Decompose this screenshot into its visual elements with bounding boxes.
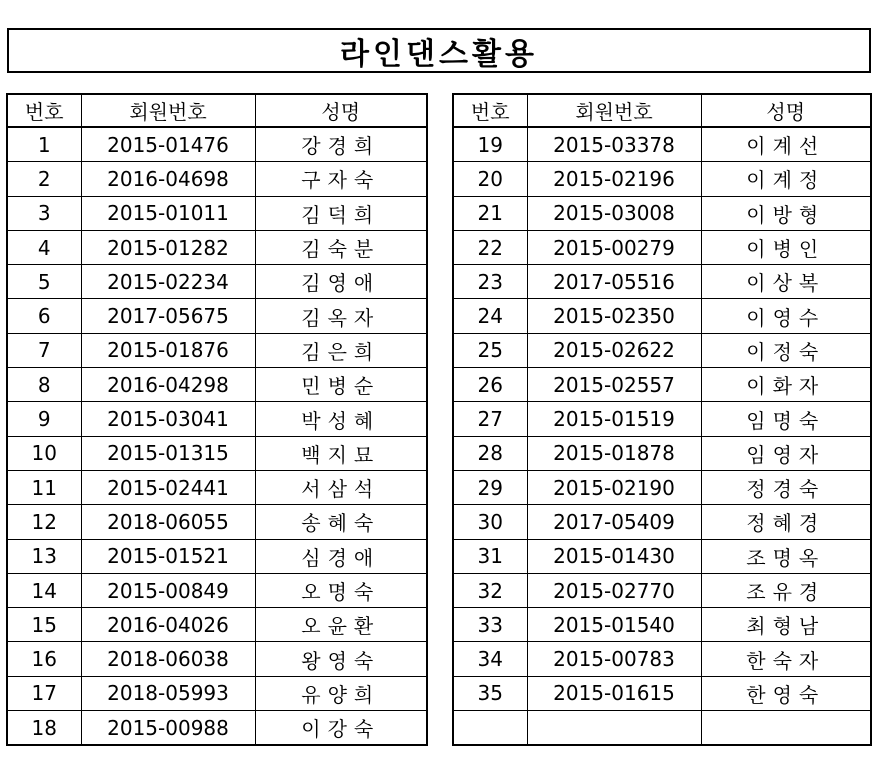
table-row: [7, 402, 427, 436]
table-row: [453, 368, 871, 402]
cell-number: 1: [7, 127, 81, 162]
cell-name: 이강숙: [255, 711, 427, 746]
table-row: [453, 162, 871, 196]
cell-member-id: 2015-02622: [527, 333, 701, 367]
cell-number: 21: [453, 196, 527, 230]
cell-name: 정경숙: [701, 470, 871, 504]
column-gap: [430, 93, 452, 755]
cell-number: 24: [453, 299, 527, 333]
cell-number: 19: [453, 127, 527, 162]
cell-number: 10: [7, 436, 81, 470]
cell-name: 김숙분: [255, 230, 427, 264]
cell-member-id: 2016-04298: [81, 368, 255, 402]
header-number: 번호: [7, 94, 81, 127]
table-row: [7, 368, 427, 402]
cell-member-id: 2015-02196: [527, 162, 701, 196]
cell-name: 이병인: [701, 230, 871, 264]
cell-member-id: 2015-02234: [81, 265, 255, 299]
table-row: [7, 573, 427, 607]
header-row: [7, 94, 427, 127]
cell-number: 23: [453, 265, 527, 299]
cell-number: 14: [7, 573, 81, 607]
cell-name: 이영수: [701, 299, 871, 333]
cell-name: 김옥자: [255, 299, 427, 333]
cell-name: 조명옥: [701, 539, 871, 573]
cell-name: 김영애: [255, 265, 427, 299]
cell-member-id: 2015-02557: [527, 368, 701, 402]
table-row: [7, 265, 427, 299]
cell-name: [701, 711, 871, 746]
cell-number: 35: [453, 676, 527, 710]
cell-member-id: 2018-06038: [81, 642, 255, 676]
cell-member-id: 2015-01519: [527, 402, 701, 436]
table-row: [7, 539, 427, 573]
cell-number: 9: [7, 402, 81, 436]
cell-member-id: 2015-00988: [81, 711, 255, 746]
table-row: [7, 162, 427, 196]
cell-member-id: 2015-01876: [81, 333, 255, 367]
cell-number: 18: [7, 711, 81, 746]
cell-member-id: 2015-01521: [81, 539, 255, 573]
table-row: [7, 436, 427, 470]
cell-member-id: 2017-05409: [527, 505, 701, 539]
cell-number: 28: [453, 436, 527, 470]
table-row: [453, 402, 871, 436]
table-row: [453, 505, 871, 539]
table-row: [7, 196, 427, 230]
table-row: [453, 676, 871, 710]
cell-member-id: 2016-04026: [81, 608, 255, 642]
cell-name: 박성혜: [255, 402, 427, 436]
cell-member-id: 2015-00783: [527, 642, 701, 676]
cell-number: 33: [453, 608, 527, 642]
cell-number: 17: [7, 676, 81, 710]
cell-number: 26: [453, 368, 527, 402]
table-row: [453, 539, 871, 573]
cell-name: 이상복: [701, 265, 871, 299]
table-row: [453, 436, 871, 470]
table-row: [7, 333, 427, 367]
cell-number: 13: [7, 539, 81, 573]
table-row: [7, 230, 427, 264]
cell-member-id: 2015-01476: [81, 127, 255, 162]
cell-member-id: 2015-01615: [527, 676, 701, 710]
header-number: 번호: [453, 94, 527, 127]
table-row: [7, 711, 427, 746]
cell-number: 3: [7, 196, 81, 230]
cell-name: 김은희: [255, 333, 427, 367]
cell-member-id: 2018-06055: [81, 505, 255, 539]
table-row: [7, 127, 427, 162]
cell-name: 심경애: [255, 539, 427, 573]
cell-member-id: 2016-04698: [81, 162, 255, 196]
cell-number: 6: [7, 299, 81, 333]
cell-member-id: 2015-03008: [527, 196, 701, 230]
table-row: [7, 299, 427, 333]
table-row: [453, 196, 871, 230]
cell-number: 32: [453, 573, 527, 607]
table-row: [7, 642, 427, 676]
cell-member-id: 2015-03378: [527, 127, 701, 162]
cell-number: 34: [453, 642, 527, 676]
cell-name: 이계선: [701, 127, 871, 162]
cell-number: 29: [453, 470, 527, 504]
table-row: [7, 608, 427, 642]
cell-name: 유양희: [255, 676, 427, 710]
table-row: [453, 470, 871, 504]
roster-table-right: [452, 93, 872, 746]
table-row: [7, 470, 427, 504]
cell-name: 조유경: [701, 573, 871, 607]
cell-name: 임명숙: [701, 402, 871, 436]
cell-name: 김덕희: [255, 196, 427, 230]
header-member-id: 회원번호: [81, 94, 255, 127]
cell-number: 27: [453, 402, 527, 436]
roster-table-left: [6, 93, 428, 746]
cell-name: 오명숙: [255, 573, 427, 607]
cell-member-id: [527, 711, 701, 746]
cell-number: 20: [453, 162, 527, 196]
header-row: [453, 94, 871, 127]
roster-body-left: [7, 127, 427, 745]
table-row: [7, 676, 427, 710]
cell-name: 강경희: [255, 127, 427, 162]
cell-name: 최형남: [701, 608, 871, 642]
cell-member-id: 2015-01540: [527, 608, 701, 642]
cell-member-id: 2015-01315: [81, 436, 255, 470]
cell-number: 30: [453, 505, 527, 539]
cell-number: 31: [453, 539, 527, 573]
header-name: 성명: [701, 94, 871, 127]
cell-number: 2: [7, 162, 81, 196]
header-name: 성명: [255, 94, 427, 127]
cell-number: 25: [453, 333, 527, 367]
table-row: [453, 608, 871, 642]
cell-member-id: 2015-01282: [81, 230, 255, 264]
cell-member-id: 2015-01011: [81, 196, 255, 230]
cell-number: 7: [7, 333, 81, 367]
cell-name: 백지묘: [255, 436, 427, 470]
cell-member-id: 2015-02190: [527, 470, 701, 504]
page-title: 라인댄스활용: [7, 28, 871, 73]
cell-number: 16: [7, 642, 81, 676]
cell-member-id: 2017-05675: [81, 299, 255, 333]
table-row: [453, 573, 871, 607]
cell-number: [453, 711, 527, 746]
header-member-id: 회원번호: [527, 94, 701, 127]
cell-name: 이방형: [701, 196, 871, 230]
table-row: [7, 505, 427, 539]
cell-name: 이정숙: [701, 333, 871, 367]
table-row: [453, 711, 871, 746]
table-row: [453, 642, 871, 676]
cell-name: 한숙자: [701, 642, 871, 676]
table-row: [453, 333, 871, 367]
cell-member-id: 2017-05516: [527, 265, 701, 299]
cell-member-id: 2015-03041: [81, 402, 255, 436]
cell-name: 임영자: [701, 436, 871, 470]
table-row: [453, 299, 871, 333]
cell-number: 5: [7, 265, 81, 299]
cell-name: 송혜숙: [255, 505, 427, 539]
table-row: [453, 127, 871, 162]
cell-member-id: 2015-01878: [527, 436, 701, 470]
cell-member-id: 2015-00279: [527, 230, 701, 264]
cell-number: 15: [7, 608, 81, 642]
cell-number: 8: [7, 368, 81, 402]
cell-member-id: 2015-00849: [81, 573, 255, 607]
cell-member-id: 2018-05993: [81, 676, 255, 710]
cell-name: 왕영숙: [255, 642, 427, 676]
cell-number: 22: [453, 230, 527, 264]
cell-name: 이계정: [701, 162, 871, 196]
cell-name: 이화자: [701, 368, 871, 402]
cell-number: 11: [7, 470, 81, 504]
cell-name: 서삼석: [255, 470, 427, 504]
cell-member-id: 2015-01430: [527, 539, 701, 573]
cell-number: 4: [7, 230, 81, 264]
roster-body-right: [453, 127, 871, 745]
table-row: [453, 265, 871, 299]
table-row: [453, 230, 871, 264]
cell-name: 구자숙: [255, 162, 427, 196]
cell-member-id: 2015-02770: [527, 573, 701, 607]
cell-member-id: 2015-02441: [81, 470, 255, 504]
cell-member-id: 2015-02350: [527, 299, 701, 333]
cell-number: 12: [7, 505, 81, 539]
cell-name: 민병순: [255, 368, 427, 402]
cell-name: 오윤환: [255, 608, 427, 642]
cell-name: 한영숙: [701, 676, 871, 710]
cell-name: 정혜경: [701, 505, 871, 539]
